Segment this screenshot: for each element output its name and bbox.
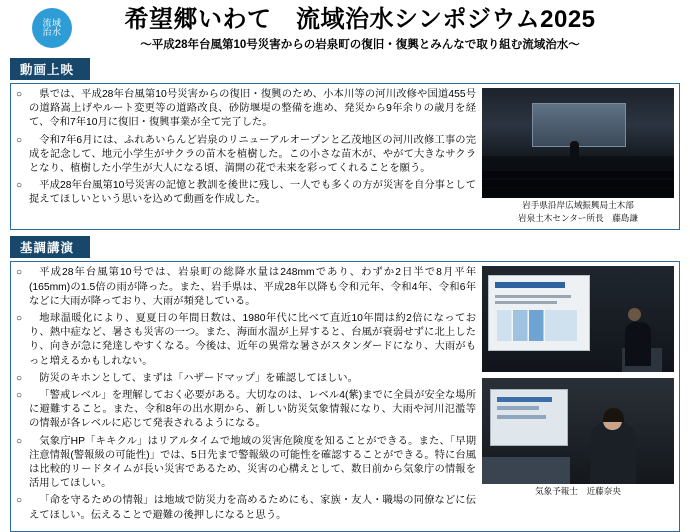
list-item bbox=[16, 88, 476, 131]
audience-seat-row bbox=[482, 171, 674, 178]
screen-text-bar bbox=[497, 406, 539, 410]
bullet-icon: ○ bbox=[16, 312, 23, 324]
section-heading-keynote: 基調講演 bbox=[10, 236, 90, 258]
list-item-text: 「警戒レベル」を理解しておく必要がある。大切なのは、レベル4(紫)までに全員が安全な場所に避難すること。また、令和8年の出水期から、新しい防災気象情報になり、大雨や河川氾濫等の情報が各レベルに応じて発表されるようになる。 bbox=[29, 389, 476, 430]
slide-text-line bbox=[495, 295, 571, 298]
keynote-text-column bbox=[16, 266, 476, 525]
photo-caption-line-2: 岩泉土木センター所長 藤島謙 bbox=[518, 213, 638, 224]
section-body-video bbox=[10, 83, 680, 230]
slide-chart bbox=[497, 310, 577, 341]
forecaster-body bbox=[590, 422, 636, 484]
document-header bbox=[10, 6, 680, 54]
photo-auditorium-stage bbox=[482, 88, 674, 198]
logo-line-2: 治水 bbox=[42, 27, 62, 37]
slide-title-bar bbox=[495, 282, 565, 288]
list-item bbox=[16, 179, 476, 207]
bullet-icon: ○ bbox=[16, 267, 23, 279]
forecaster-hair bbox=[603, 408, 624, 422]
bullet-icon: ○ bbox=[16, 389, 23, 401]
list-item bbox=[16, 266, 476, 309]
podium bbox=[482, 457, 570, 485]
presentation-screen bbox=[490, 389, 569, 446]
section-video-screening bbox=[10, 54, 680, 230]
video-text-column bbox=[16, 88, 476, 224]
projected-slide bbox=[488, 275, 590, 351]
slide-text-line bbox=[495, 301, 557, 304]
list-item bbox=[16, 312, 476, 369]
list-item-text: 防災のキホンとして、まずは「ハザードマップ」を確認してほしい。 bbox=[39, 372, 358, 384]
list-item-text: 気象庁HP「キキクル」はリアルタイムで地域の災害危険度を知ることができる。また、「早期注意情報(警報級の可能性)」では、5日先まで警報級の可能性を確認することができる。特に台風は比較的リードタイムが長い災害であるため、災害の心構えとして、数日前から気象庁の情報を活用してほしい。 bbox=[29, 435, 476, 490]
screen-text-bar bbox=[497, 415, 546, 419]
photo-forecaster bbox=[482, 378, 674, 484]
logo-line-1: 流域 bbox=[42, 17, 62, 28]
list-item bbox=[16, 134, 476, 177]
photo-caption-line-1: 岩手県沿岸広域振興局土木部 bbox=[522, 200, 634, 210]
audience-seat-row bbox=[482, 189, 674, 196]
photo-speaker-with-slide bbox=[482, 266, 674, 372]
screen-text-bar bbox=[497, 397, 552, 402]
list-item bbox=[16, 435, 476, 492]
bullet-icon: ○ bbox=[16, 495, 23, 507]
bullet-icon: ○ bbox=[16, 180, 23, 192]
speaker-silhouette bbox=[625, 322, 651, 366]
list-item-text: 令和7年6月には、ふれあいらんど岩泉のリニューアルオープンと乙茂地区の河川改修工事の完成を記念して、地元小学生がサクラの苗木を植樹した。この小さな苗木が、やがて大きなサクラとなり、植樹した小学生が大人になる頃、満開の花で未来を彩ってくれることを願う。 bbox=[29, 134, 476, 175]
list-item-text: 平成28年台風第10号災害の記憶と教訓を後世に残し、一人でも多くの方が災害を自分事として捉えてほしいという思いを込めて動画を作成した。 bbox=[29, 180, 476, 206]
ryuiki-chisui-logo bbox=[32, 8, 72, 48]
section-keynote-lecture bbox=[10, 232, 680, 531]
video-media-column bbox=[482, 88, 674, 224]
stage-presenter-silhouette bbox=[570, 141, 579, 161]
list-item bbox=[16, 389, 476, 432]
list-item-text: 地球温暖化により、夏夏日の年間日数は、1980年代に比べて直近10年間は約2倍になっており、熱中症など、暑さも災害の一つ。また、海面水温が上昇すると、台風が衰弱せずに北上したり、向きが急に発達しやすくなる。今後は、近年の異常な暑さがスタンダードになり、大雨がもっと増えるかもしれない。 bbox=[29, 312, 476, 367]
audience-seat-row bbox=[482, 180, 674, 187]
page-title: 希望郷いわて 流域治水シンポジウム2025 bbox=[124, 6, 596, 33]
keynote-media-column bbox=[482, 266, 674, 525]
stage-screen bbox=[532, 103, 626, 147]
list-item bbox=[16, 494, 476, 522]
list-item-text: 県では、平成28年台風第10号災害からの復旧・復興のため、小本川等の河川改修や国道455号の道路嵩上げやルート変更等の道路改良、砂防堰堤の整備を進め、発災から9年余りの歳月を経て、令和7年10月に復旧・復興事業が全て完了した。 bbox=[29, 89, 476, 129]
list-item-text: 「命を守るための情報」は地域で防災力を高めるためにも、家族・友人・職場の同僚などに伝えてほしい。伝えることで避難の後押しになると思う。 bbox=[29, 495, 476, 521]
list-item-text: 平成28年台風第10号では、岩泉町の総降水量は248mmであり、わずか2日半で8月平年(165mm)の1.5倍の雨が降った。また、岩手県は、平成28年以降も令和元年、令和4年、令和6年などに大雨が降っており、大雨が頻発している。 bbox=[29, 267, 476, 307]
section-heading-video: 動画上映 bbox=[10, 58, 90, 80]
title-block bbox=[10, 6, 680, 52]
page-subtitle: ～平成28年台風第10号災害からの岩泉町の復旧・復興とみんなで取り組む流域治水～ bbox=[140, 38, 580, 51]
bullet-icon: ○ bbox=[16, 435, 23, 447]
bullet-icon: ○ bbox=[16, 134, 23, 146]
bullet-icon: ○ bbox=[16, 372, 23, 384]
photo-caption-line-1: 気象予報士 近藤奈央 bbox=[535, 486, 621, 497]
bullet-icon: ○ bbox=[16, 89, 23, 100]
list-item bbox=[16, 372, 476, 386]
section-body-keynote bbox=[10, 261, 680, 531]
